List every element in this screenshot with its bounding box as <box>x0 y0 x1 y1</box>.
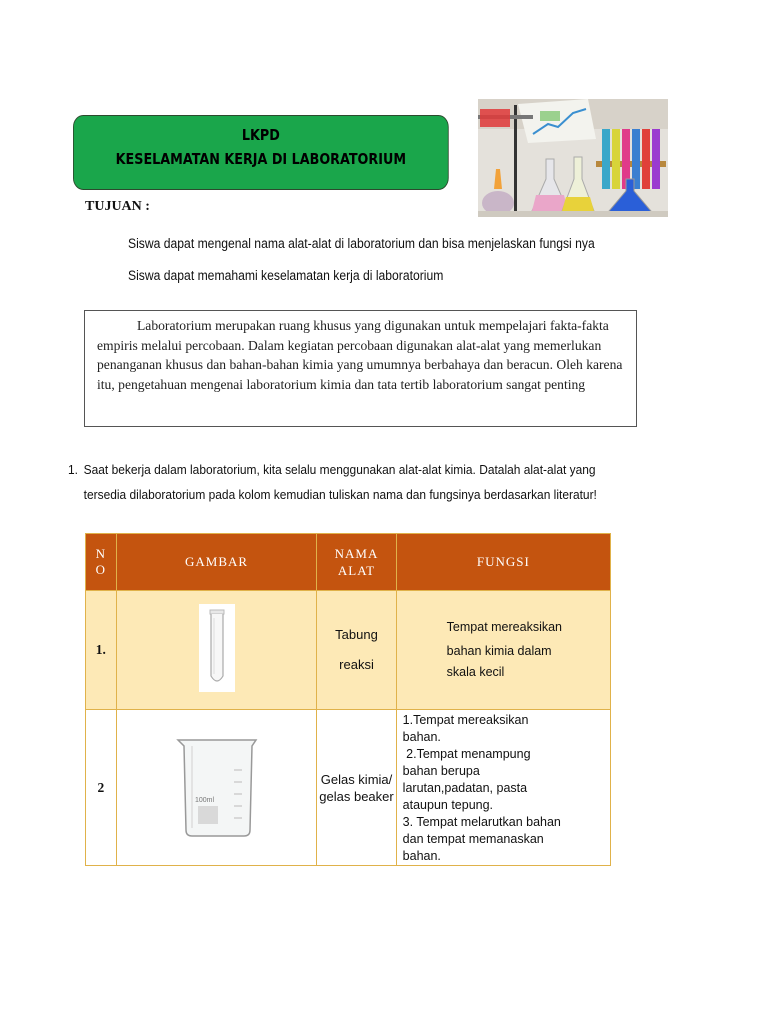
tool-function-line: dan tempat memanaskan <box>402 832 544 846</box>
row-number: 2 <box>86 710 117 866</box>
tool-name <box>317 591 396 710</box>
goal-item-1: Siswa dapat mengenal nama alat-alat di laboratorium dan bisa menjelaskan fungsi nya <box>128 236 595 251</box>
header-nama-line1: NAMA <box>334 546 379 561</box>
tool-function-line3: skala kecil <box>446 665 505 679</box>
equipment-table <box>85 533 611 866</box>
header-fungsi: FUNGSI <box>396 534 610 591</box>
goal-item-2: Siswa dapat memahami keselamatan kerja di laboratorium <box>128 268 444 283</box>
tool-function-line: 1.Tempat mereaksikan <box>402 713 529 727</box>
question-text: Saat bekerja dalam laboratorium, kita selalu menggunakan alat-alat kimia. Datalah alat-alat yang tersedia dilaboratorium pada kolom kemudian tuliskan nama dan fungsinya berdasarkan literatur! <box>83 462 597 502</box>
tool-function-line: ataupun tepung. <box>402 798 494 812</box>
tool-name-line1: Tabung <box>335 627 378 642</box>
tool-function-line: larutan,padatan, pasta <box>402 781 528 795</box>
tool-function-line: bahan. <box>402 849 441 863</box>
question-1 <box>68 457 597 507</box>
tool-name-line2: reaksi <box>339 657 374 672</box>
tujuan-heading: TUJUAN : <box>85 199 150 214</box>
table-row <box>86 591 611 710</box>
title-line-1: LKPD <box>241 126 280 144</box>
intro-box <box>84 310 637 427</box>
header-no-line2: O <box>95 562 107 577</box>
header-gambar: GAMBAR <box>116 534 317 591</box>
test-tube-image <box>116 591 317 710</box>
header-no <box>86 534 117 591</box>
question-number: 1. <box>68 462 78 477</box>
tool-function-line: 2.Tempat menampung <box>402 747 531 761</box>
table-header-row <box>86 534 611 591</box>
tool-function-line2: bahan kimia dalam <box>446 644 552 658</box>
header-no-line1: N <box>95 546 107 561</box>
beaker-image <box>116 710 317 866</box>
tool-name <box>317 710 396 866</box>
tool-name-line1: Gelas kimia/ <box>320 771 393 787</box>
tool-function <box>396 710 610 866</box>
row-number: 1. <box>86 591 117 710</box>
tool-function-line1: Tempat mereaksikan <box>446 620 562 634</box>
title-line-2: KESELAMATAN KERJA DI LABORATORIUM <box>115 150 407 168</box>
tool-function-line: bahan. <box>402 730 441 744</box>
lab-glassware-photo <box>478 99 668 217</box>
tool-function-line: bahan berupa <box>402 764 480 778</box>
table-row <box>86 710 611 866</box>
header-nama-alat <box>317 534 396 591</box>
title-banner <box>73 115 449 190</box>
tool-function-line: 3. Tempat melarutkan bahan <box>402 815 561 829</box>
header-nama-line2: ALAT <box>337 563 376 578</box>
tool-function <box>396 591 610 710</box>
tool-name-line2: gelas beaker <box>319 788 394 804</box>
beaker-volume-mark: 100ml <box>194 797 214 804</box>
intro-paragraph: Laboratorium merupakan ruang khusus yang digunakan untuk mempelajari fakta-fakta empiris melalui percobaan. Dalam kegiatan percobaan digunakan alat-alat yang memerlukan penanganan khusus dan bahan-bahan kimia yang umumnya berbahaya dan beracun. Oleh karena itu, pengetahuan mengenai laboratorium kimia dan tata tertib laboratorium sangat penting <box>97 318 623 392</box>
